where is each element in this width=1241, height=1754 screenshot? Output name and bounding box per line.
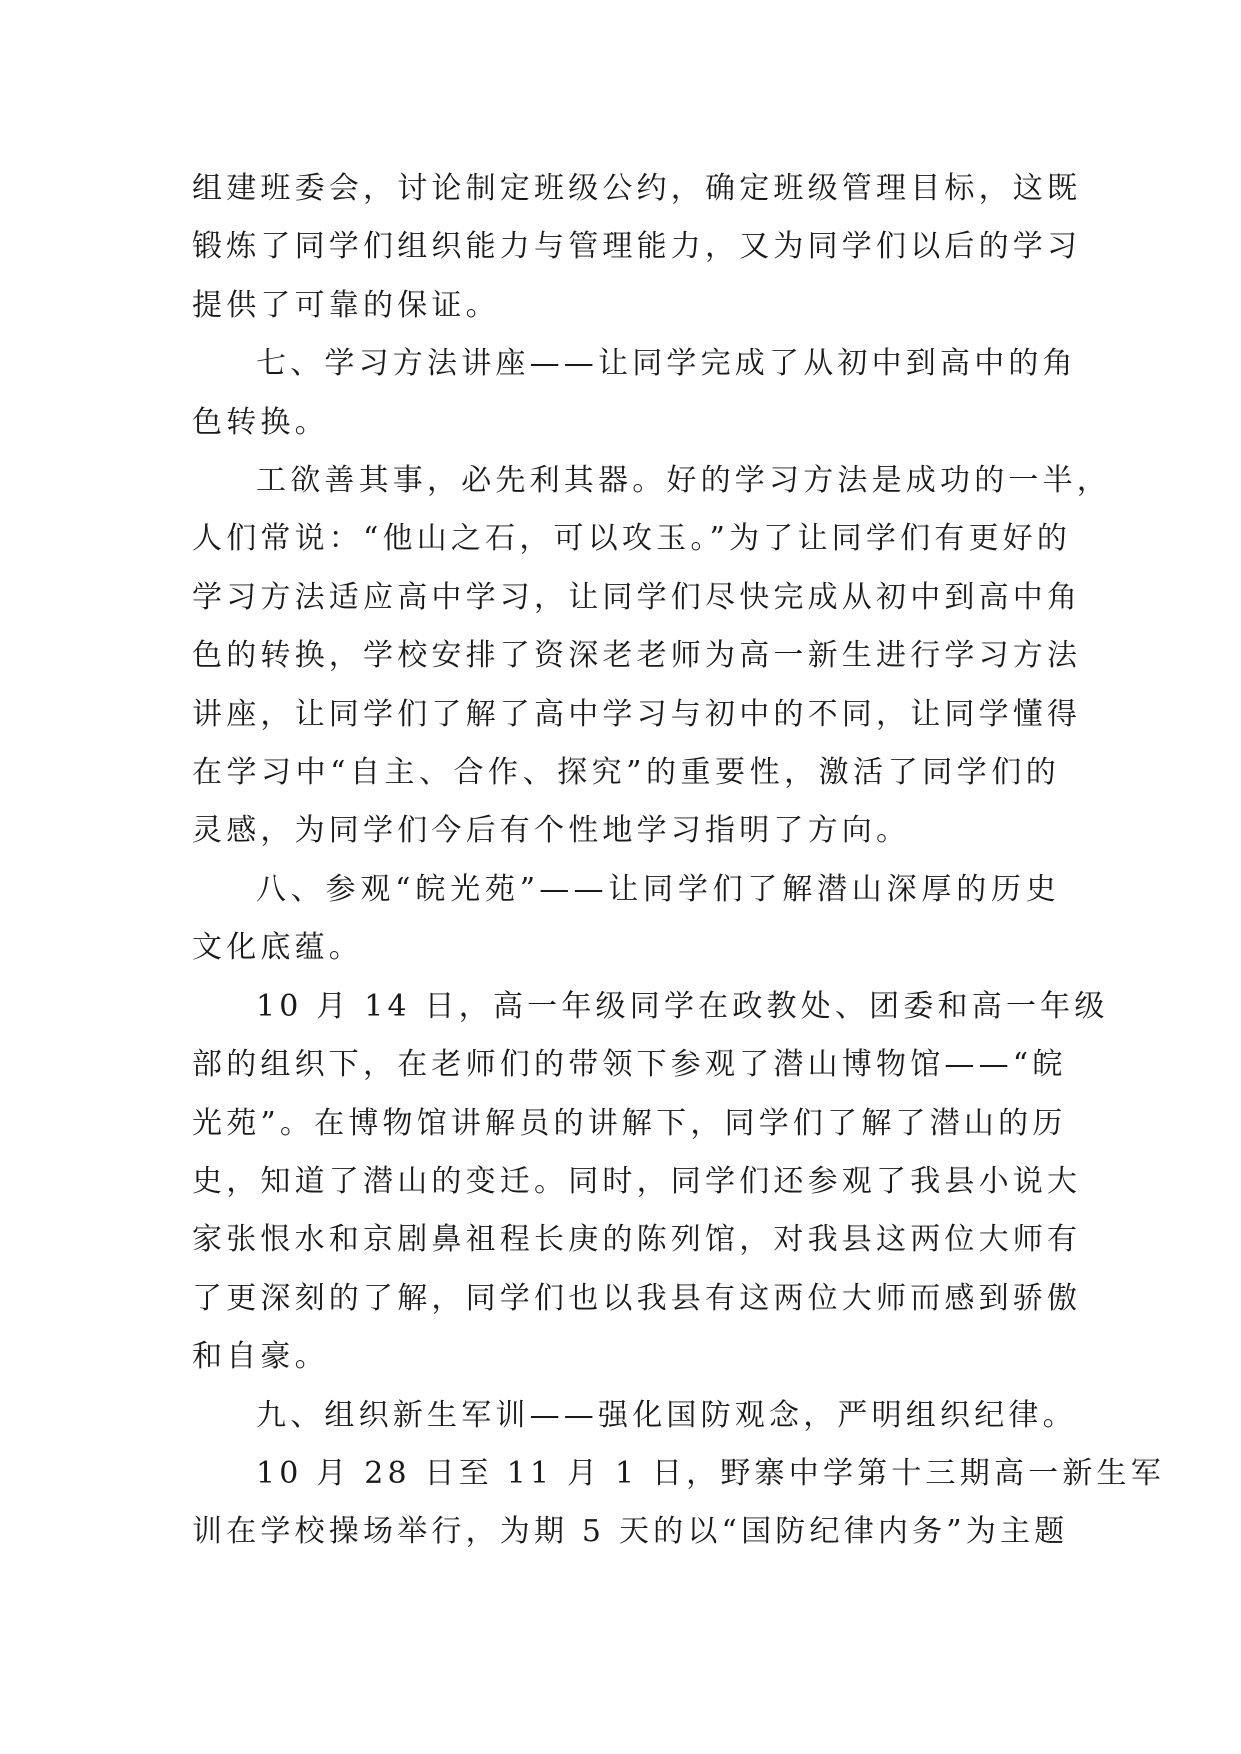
document-body [192, 160, 1165, 1562]
text-line: 部的组织下，在老师们的带领下参观了潜山博物馆——“皖 [192, 1047, 1067, 1083]
text-line: 锻炼了同学们组织能力与管理能力，又为同学们以后的学习 [192, 229, 1082, 265]
text-line: 在学习中“自主、合作、探究”的重要性，激活了同学们的 [192, 755, 1060, 791]
text-line: 光苑”。在博物馆讲解员的讲解下，同学们了解了潜山的历 [192, 1105, 1067, 1141]
text-line: 灵感，为同学们今后有个性地学习指明了方向。 [192, 813, 911, 849]
paragraph [192, 452, 1111, 861]
text-line: 文化底蕴。 [192, 930, 363, 966]
paragraph [192, 160, 1082, 335]
text-line: 讲座，让同学们了解了高中学习与初中的不同，让同学懂得 [192, 696, 1082, 732]
text-line: 人们常说：“他山之石，可以攻玉。”为了让同学们有更好的 [192, 521, 1072, 557]
text-line: 七、学习方法讲座——让同学完成了从初中到高中的角 [256, 346, 1077, 382]
text-line: 组建班委会，讨论制定班级公约，确定班级管理目标，这既 [192, 171, 1082, 206]
paragraph [192, 1445, 1165, 1562]
text-line: 了更深刻的了解，同学们也以我县有这两位大师而感到骄傲 [192, 1280, 1082, 1316]
text-line: 史，知道了潜山的变迁。同时，同学们还参观了我县小说大 [192, 1163, 1082, 1199]
section-heading-7 [192, 335, 1077, 452]
section-heading-8 [192, 861, 1060, 978]
text-line: 工欲善其事，必先利其器。好的学习方法是成功的一半， [256, 463, 1111, 499]
text-line: 和自豪。 [192, 1339, 329, 1375]
text-line: 家张恨水和京剧鼻祖程长庚的陈列馆，对我县这两位大师有 [192, 1222, 1082, 1258]
text-line: 训在学校操场举行，为期 5 天的以“国防纪律内务”为主题 [192, 1514, 1069, 1550]
text-line: 九、组织新生军训——强化国防观念，严明组织纪律。 [256, 1397, 1077, 1433]
text-line: 色转换。 [192, 404, 329, 440]
paragraph [192, 978, 1109, 1387]
text-line: 提供了可靠的保证。 [192, 287, 500, 323]
text-line: 色的转换，学校安排了资深老老师为高一新生进行学习方法 [192, 638, 1082, 674]
text-line: 10 月 14 日，高一年级同学在政教处、团委和高一年级 [256, 988, 1109, 1024]
text-line: 八、参观“皖光苑”——让同学们了解潜山深厚的历史 [256, 871, 1060, 907]
text-line: 10 月 28 日至 11 月 1 日，野寨中学第十三期高一新生军 [256, 1455, 1165, 1491]
section-heading-9 [192, 1387, 1077, 1445]
text-line: 学习方法适应高中学习，让同学们尽快完成从初中到高中角 [192, 579, 1082, 615]
